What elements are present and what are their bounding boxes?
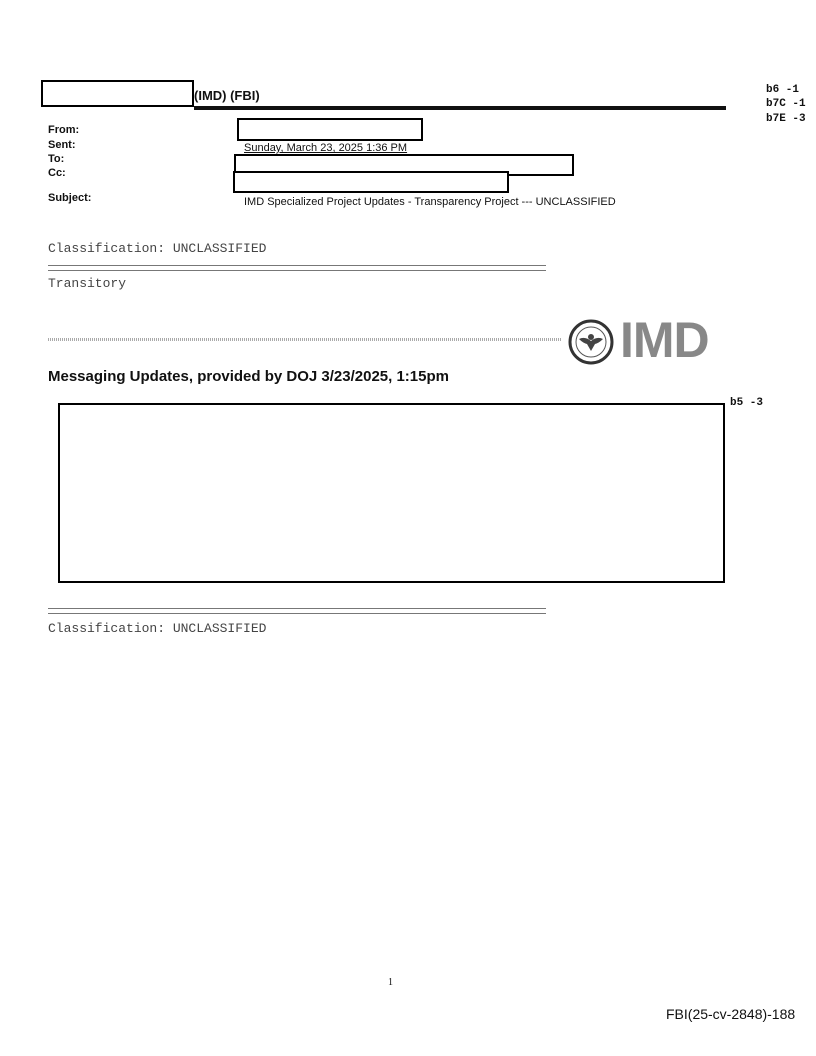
exemption-code: b6 -1 [766, 84, 800, 96]
header-rule [194, 106, 726, 110]
sent-label: Sent: [48, 139, 76, 151]
transitory-label: Transitory [48, 276, 127, 291]
seal-icon [568, 319, 614, 365]
from-redaction [237, 118, 423, 141]
exemption-code: b7C -1 [766, 98, 806, 110]
body-redaction [58, 403, 725, 583]
subject-value: IMD Specialized Project Updates - Transparency Project --- UNCLASSIFIED [244, 196, 616, 208]
classification-bottom: Classification: UNCLASSIFIED [48, 621, 267, 636]
logo-divider [48, 338, 562, 341]
sender-org: (IMD) (FBI) [194, 88, 260, 103]
imd-logo-text: IMD [620, 312, 709, 368]
sender-name-redaction [41, 80, 194, 107]
exemption-code: b5 -3 [730, 397, 764, 409]
classification-divider [48, 265, 546, 271]
cc-redaction [233, 171, 509, 193]
to-label: To: [48, 153, 65, 165]
bates-number: FBI(25-cv-2848)-188 [666, 1006, 796, 1022]
subject-label: Subject: [48, 192, 92, 204]
classification-divider [48, 608, 546, 614]
exemption-code: b7E -3 [766, 113, 806, 125]
from-label: From: [48, 124, 80, 136]
cc-label: Cc: [48, 167, 66, 179]
classification-top: Classification: UNCLASSIFIED [48, 241, 267, 256]
messaging-title: Messaging Updates, provided by DOJ 3/23/2025, 1:15pm [48, 368, 449, 385]
page-number: 1 [388, 977, 393, 988]
sent-value: Sunday, March 23, 2025 1:36 PM [244, 142, 408, 154]
